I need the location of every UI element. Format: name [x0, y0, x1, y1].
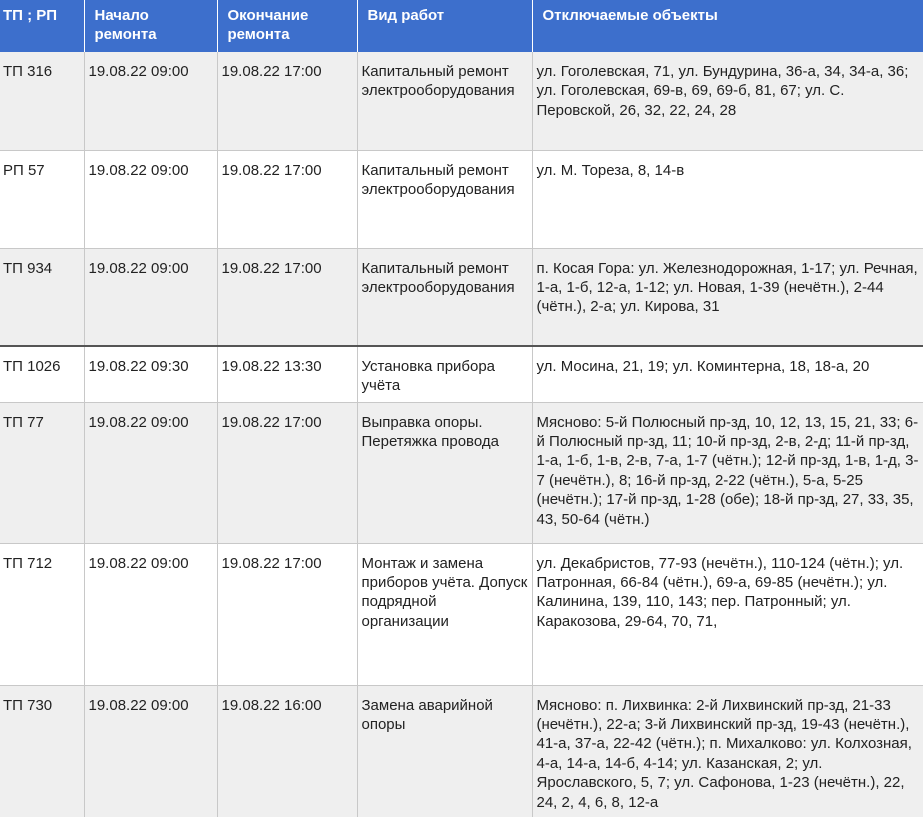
cell-work: Замена аварийной опоры [357, 685, 532, 817]
header-tp: ТП ; РП [0, 0, 84, 52]
cell-work: Установка прибора учёта [357, 346, 532, 402]
cell-start: 19.08.22 09:00 [84, 52, 217, 150]
cell-end: 19.08.22 17:00 [217, 52, 357, 150]
cell-end: 19.08.22 17:00 [217, 248, 357, 346]
header-objects: Отключаемые объекты [532, 0, 923, 52]
cell-objects: Мясново: п. Лихвинка: 2-й Лихвинский пр-зд, 21-33 (нечётн.), 22-а; 3-й Лихвинский пр-зд, 19-43 (нечётн.), 41-а, 37-а, 22-42 (чётн.); п. Михалково: ул. Колхозная, 4-а, 14-а, 14-б, 4-14; ул. Казанская, 2; ул. Ярославского, 5, 7; ул. Сафонова, 1-23 (нечётн.), 22, 24, 2, 4, 6, 8, 12-а [532, 685, 923, 817]
header-work: Вид работ [357, 0, 532, 52]
cell-end: 19.08.22 17:00 [217, 402, 357, 543]
header-end: Окончание ремонта [217, 0, 357, 52]
cell-objects: ул. Декабристов, 77-93 (нечётн.), 110-124 (чётн.); ул. Патронная, 66-84 (чётн.), 69-а, 69-85 (нечётн.); ул. Калинина, 139, 110, 143; пер. Патронный; ул. Каракозова, 29-64, 70, 71, [532, 543, 923, 685]
cell-objects: п. Косая Гора: ул. Железнодорожная, 1-17; ул. Речная, 1-а, 1-б, 12-а, 1-12; ул. Новая, 1-39 (нечётн.), 2-44 (чётн.), 2-а; ул. Кирова, 31 [532, 248, 923, 346]
cell-start: 19.08.22 09:00 [84, 150, 217, 248]
cell-start: 19.08.22 09:30 [84, 346, 217, 402]
table-row [0, 543, 923, 685]
cell-start: 19.08.22 09:00 [84, 402, 217, 543]
cell-end: 19.08.22 17:00 [217, 150, 357, 248]
cell-objects: ул. Мосина, 21, 19; ул. Коминтерна, 18, 18-а, 20 [532, 346, 923, 402]
cell-start: 19.08.22 09:00 [84, 685, 217, 817]
cell-start: 19.08.22 09:00 [84, 248, 217, 346]
table-row [0, 248, 923, 346]
cell-work: Капитальный ремонт электрооборудования [357, 248, 532, 346]
cell-objects: ул. Гоголевская, 71, ул. Бундурина, 36-а, 34, 34-а, 36; ул. Гоголевская, 69-в, 69, 69-б, 81, 67; ул. С. Перовской, 26, 32, 22, 24, 28 [532, 52, 923, 150]
cell-tp: ТП 1026 [0, 346, 84, 402]
table-row [0, 52, 923, 150]
cell-tp: РП 57 [0, 150, 84, 248]
header-row [0, 0, 923, 52]
cell-work: Выправка опоры. Перетяжка провода [357, 402, 532, 543]
table-row [0, 402, 923, 543]
cell-start: 19.08.22 09:00 [84, 543, 217, 685]
cell-end: 19.08.22 16:00 [217, 685, 357, 817]
cell-end: 19.08.22 13:30 [217, 346, 357, 402]
cell-work: Капитальный ремонт электрооборудования [357, 150, 532, 248]
cell-end: 19.08.22 17:00 [217, 543, 357, 685]
cell-tp: ТП 712 [0, 543, 84, 685]
cell-work: Монтаж и замена приборов учёта. Допуск подрядной организации [357, 543, 532, 685]
cell-tp: ТП 77 [0, 402, 84, 543]
table-row [0, 346, 923, 402]
cell-objects: Мясново: 5-й Полюсный пр-зд, 10, 12, 13, 15, 21, 33; 6-й Полюсный пр-зд, 11; 10-й пр-зд, 2-в, 2-д; 11-й пр-зд, 1-а, 1-б, 1-в, 2-в, 7-а, 1-7 (чётн.); 12-й пр-зд, 1-в, 1-д, 3-7 (нечётн.), 8; 16-й пр-зд, 2-22 (чётн.), 5-а, 5-25 (нечётн.); 17-й пр-зд, 1-28 (обе); 18-й пр-зд, 27, 33, 35, 43, 50-64 (чётн.) [532, 402, 923, 543]
cell-objects: ул. М. Тореза, 8, 14-в [532, 150, 923, 248]
cell-tp: ТП 316 [0, 52, 84, 150]
cell-tp: ТП 934 [0, 248, 84, 346]
table-row [0, 150, 923, 248]
header-start: Начало ремонта [84, 0, 217, 52]
table-row [0, 685, 923, 817]
cell-tp: ТП 730 [0, 685, 84, 817]
cell-work: Капитальный ремонт электрооборудования [357, 52, 532, 150]
